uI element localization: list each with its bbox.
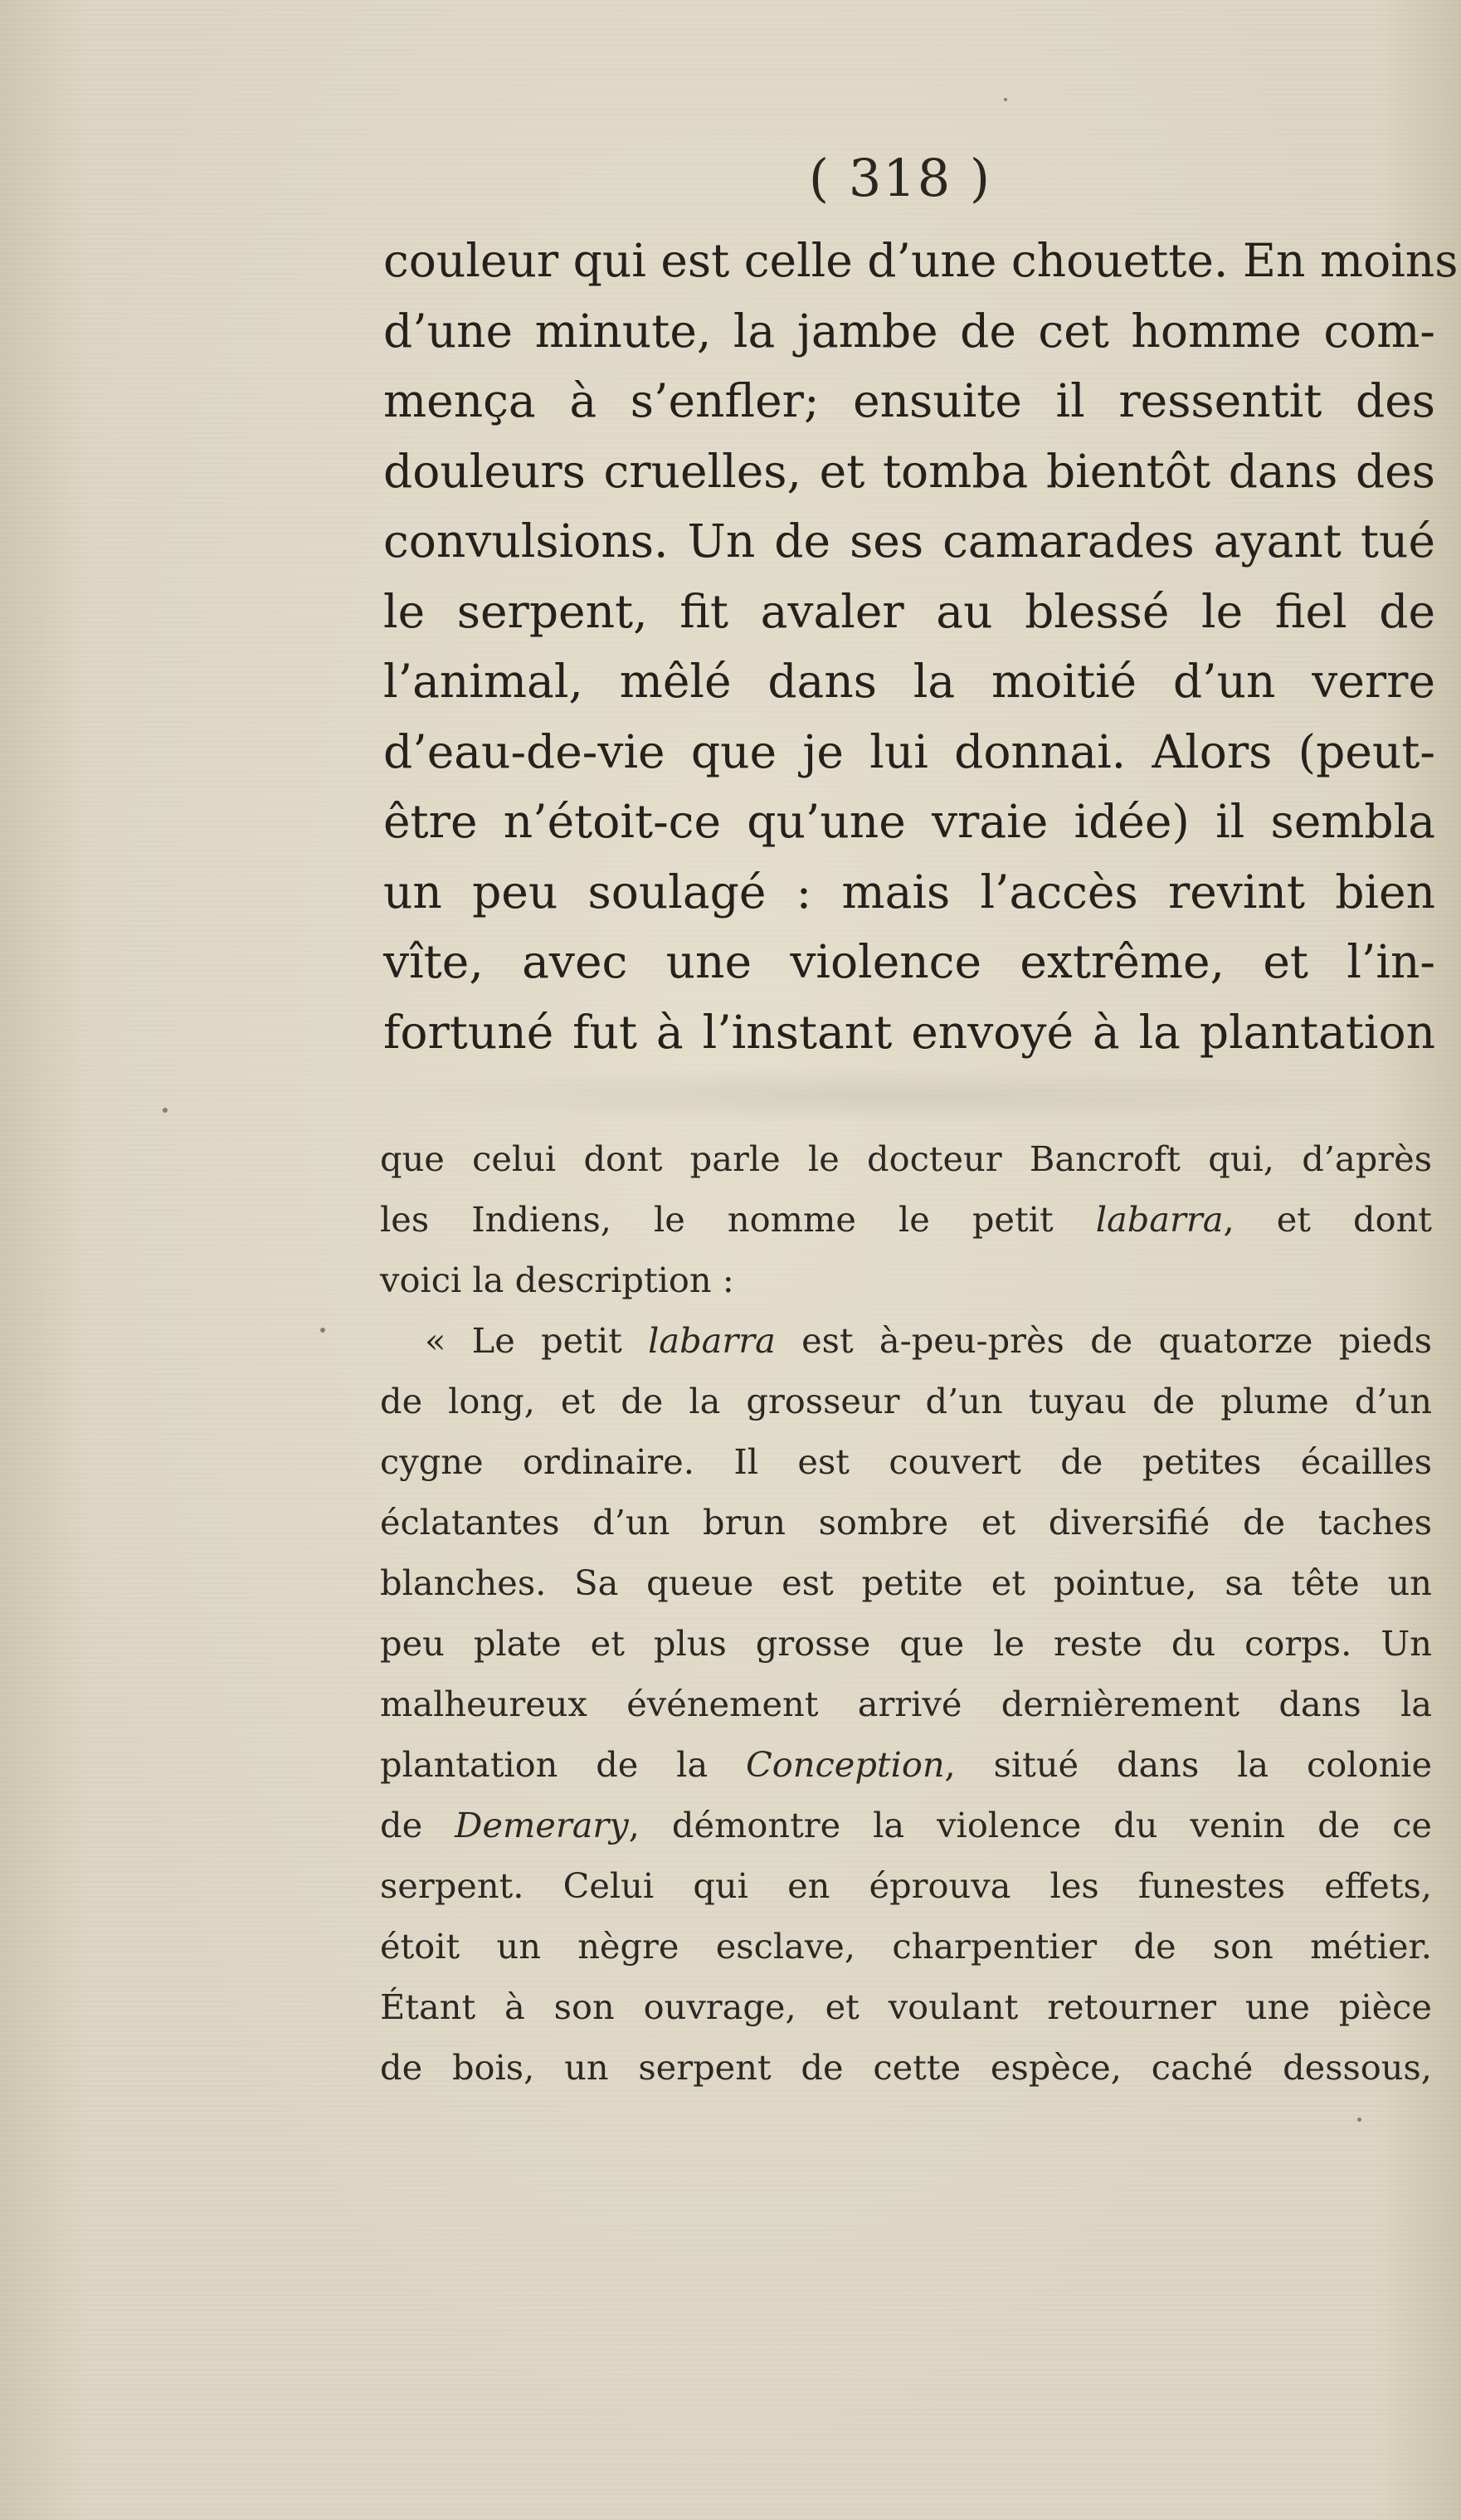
footnote-italic-text: Demerary [455,1805,629,1845]
main-text-line: d’une minute, la jambe de cet homme com- [383,304,1435,358]
footnote-text: , et dont [1223,1199,1432,1240]
footnote-line [380,1310,1432,1371]
paper-speck [163,1108,168,1113]
footnote-line [380,1189,1432,1250]
footnote-text: de [380,1805,455,1845]
main-text-line: d’eau-de-vie que je lui donnai. Alors (peut- [383,724,1435,778]
footnote-italic-text: labarra [1095,1199,1224,1240]
paper-speck [1004,98,1007,101]
footnote-text: les Indiens, le nomme le petit [380,1199,1096,1240]
footnote-line: de long, et de la grosseur d’un tuyau de plume d’un [380,1381,1432,1421]
main-text-block [383,226,1459,1067]
footnote-text: , situé dans la colonie [944,1744,1433,1785]
main-text-line: vîte, avec une violence extrême, et l’in- [383,935,1435,988]
paper-smudge [365,1066,1402,1124]
footnote-line: Étant à son ouvrage, et voulant retourner une pièce [380,1986,1432,2027]
main-text-line: mença à s’enfler; ensuite il ressentit des [383,374,1435,427]
main-text-line: couleur qui est celle d’une chouette. En moins [383,234,1459,287]
main-text-line: le serpent, fit avaler au blessé le fiel de [383,584,1435,638]
footnote-text: « Le petit [425,1320,649,1361]
main-text-line: être n’étoit-ce qu’une vraie idée) il sembla [383,795,1435,848]
footnote-line: que celui dont parle le docteur Bancroft qui, d’après [380,1138,1432,1179]
footnote-line: cygne ordinaire. Il est couvert de petites écailles [380,1441,1432,1482]
footnote-text: plantation de la [380,1744,747,1785]
footnote-line [380,1734,1432,1795]
main-text-line: l’animal, mêlé dans la moitié d’un verre [383,655,1435,708]
footnote-line: malheureux événement arrivé dernièrement dans la [380,1684,1432,1724]
footnote-text: , démontre la violence du venin de ce [628,1805,1432,1845]
footnote-line: éclatantes d’un brun sombre et diversifié de taches [380,1502,1432,1543]
main-text-line: douleurs cruelles, et tomba bientôt dans des [383,444,1435,498]
footnote-line: voici la description : [380,1260,734,1300]
main-text-line: un peu soulagé : mais l’accès revint bien [383,865,1435,919]
footnote-line: étoit un nègre esclave, charpentier de son métier. [380,1926,1432,1967]
paper-speck [320,1328,325,1333]
footnote-text: est à-peu-près de quatorze pieds [775,1320,1432,1361]
footnote-line [380,1795,1432,1855]
main-text-line: convulsions. Un de ses camarades ayant tué [383,514,1435,568]
footnote-line: blanches. Sa queue est petite et pointue, sa tête un [380,1562,1432,1603]
page-number: ( 318 ) [808,148,992,208]
footnote-italic-text: Conception [746,1744,945,1785]
footnote-line: de bois, un serpent de cette espèce, caché dessous, [380,2047,1432,2088]
main-text-line: fortuné fut à l’instant envoyé à la plantation [383,1005,1435,1059]
footnote-italic-text: labarra [648,1320,776,1361]
paper-speck [1357,2118,1361,2122]
footnote-block [380,1128,1432,2098]
footnote-line: serpent. Celui qui en éprouva les funestes effets, [380,1865,1432,1906]
footnote-line: peu plate et plus grosse que le reste du corps. Un [380,1623,1432,1664]
